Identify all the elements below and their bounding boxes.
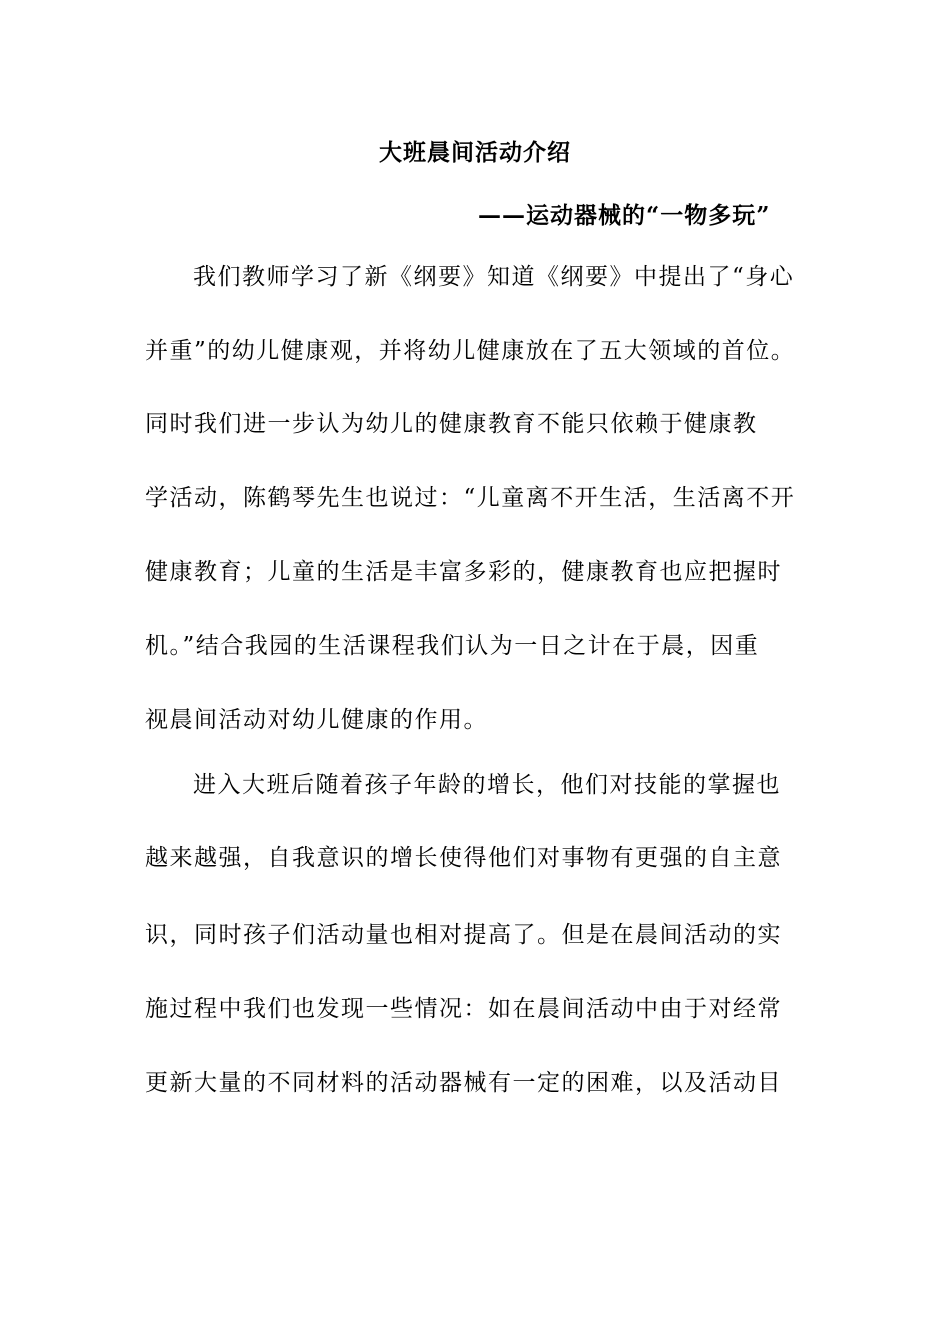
paragraph-line: 视晨间活动对幼儿健康的作用。 — [145, 707, 488, 733]
paragraph-line: 施过程中我们也发现一些情况：如在晨间活动中由于对经常 — [145, 996, 782, 1022]
paragraph-line: 更新大量的不同材料的活动器械有一定的困难，以及活动目 — [145, 1070, 782, 1096]
document-subtitle: ——运动器械的“一物多玩” — [478, 202, 771, 229]
paragraph-line: 同时我们进一步认为幼儿的健康教育不能只依赖于健康教 — [145, 411, 758, 437]
paragraph-line: 进入大班后随着孩子年龄的增长，他们对技能的掌握也 — [193, 772, 781, 798]
paragraph-line: 机。”结合我园的生活课程我们认为一日之计在于晨，因重 — [145, 633, 760, 659]
paragraph-line: 健康教育；儿童的生活是丰富多彩的，健康教育也应把握时 — [145, 559, 782, 585]
paragraph-line: 越来越强，自我意识的增长使得他们对事物有更强的自主意 — [145, 845, 782, 871]
paragraph-line: 并重”的幼儿健康观，并将幼儿健康放在了五大领域的首位。 — [145, 338, 796, 364]
document-title: 大班晨间活动介绍 — [379, 139, 571, 166]
paragraph-line: 我们教师学习了新《纲要》知道《纲要》中提出了“身心 — [193, 264, 795, 290]
paragraph-line: 识，同时孩子们活动量也相对提高了。但是在晨间活动的实 — [145, 922, 782, 948]
paragraph-line: 学活动，陈鹤琴先生也说过：“儿童离不开生活，生活离不开 — [145, 485, 796, 511]
